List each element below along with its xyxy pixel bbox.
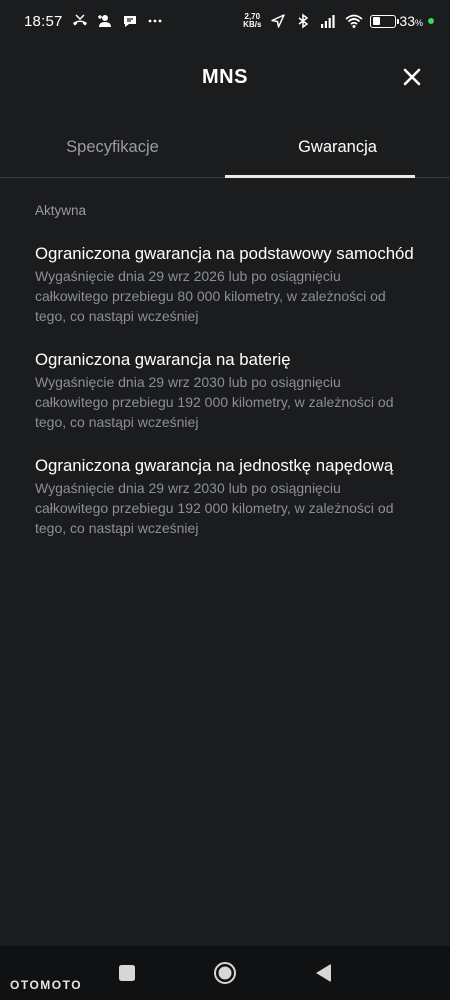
status-bar — [0, 0, 450, 42]
bluetooth-icon — [295, 13, 311, 29]
warranty-item-drive-unit — [35, 454, 415, 538]
back-triangle-icon — [314, 963, 332, 983]
section-label-active: Aktywna — [35, 203, 87, 218]
network-speed-value: 2,70 — [244, 12, 261, 21]
tab-specyfikacje[interactable] — [0, 118, 225, 177]
battery-percent — [399, 13, 423, 29]
person-add-icon — [97, 13, 113, 29]
chat-bubble-icon — [122, 13, 138, 29]
watermark-logo: OTOMOTO — [10, 978, 83, 992]
header — [0, 52, 450, 102]
battery-level-fill — [373, 17, 380, 25]
navigation-arrow-icon — [270, 13, 286, 29]
active-tab-indicator — [225, 175, 415, 178]
warranty-item-battery — [35, 348, 415, 432]
battery-status — [370, 13, 434, 29]
back-button[interactable] — [312, 962, 334, 984]
status-right — [243, 13, 434, 29]
home-button[interactable] — [212, 960, 238, 986]
wifi-icon — [345, 13, 361, 29]
home-circle-icon — [213, 961, 237, 985]
warranty-title: Ograniczona gwarancja na podstawowy samochód — [35, 244, 414, 263]
warranty-item-vehicle — [35, 242, 415, 326]
tab-specyfikacje-label: Specyfikacje — [66, 138, 159, 156]
close-icon — [403, 68, 421, 86]
battery-percent-value: 33 — [399, 13, 415, 29]
warranty-description: Wygaśnięcie dnia 29 wrz 2030 lub po osiągnięciu całkowitego przebiegu 192 000 kilometry, w zależności od tego, co nastąpi wcześniej — [35, 480, 394, 536]
close-button[interactable] — [400, 65, 424, 89]
recents-square-icon — [118, 964, 136, 982]
warranty-description: Wygaśnięcie dnia 29 wrz 2030 lub po osiągnięciu całkowitego przebiegu 192 000 kilometry, w zależności od tego, co nastąpi wcześniej — [35, 374, 394, 430]
tab-gwarancja[interactable] — [225, 118, 450, 177]
network-speed-unit: KB/s — [243, 20, 262, 29]
missed-call-icon — [72, 13, 88, 29]
warranty-title: Ograniczona gwarancja na baterię — [35, 350, 291, 369]
warranty-title: Ograniczona gwarancja na jednostkę napędową — [35, 456, 394, 475]
recents-button[interactable] — [116, 962, 138, 984]
battery-percent-unit: % — [414, 18, 423, 28]
page-title: MNS — [202, 65, 248, 88]
warranty-list — [35, 200, 415, 560]
network-speed — [243, 13, 261, 29]
tab-gwarancja-label: Gwarancja — [298, 138, 377, 156]
system-nav-bar — [0, 946, 450, 1000]
status-left — [24, 13, 163, 30]
tab-bar — [0, 118, 450, 178]
more-dots-icon — [147, 13, 163, 29]
status-time: 18:57 — [24, 12, 63, 30]
battery-icon — [370, 15, 396, 28]
battery-dot — [428, 18, 434, 24]
warranty-description: Wygaśnięcie dnia 29 wrz 2026 lub po osiągnięciu całkowitego przebiegu 80 000 kilometry, w zależności od tego, co nastąpi wcześniej — [35, 268, 386, 324]
signal-icon — [320, 13, 336, 29]
